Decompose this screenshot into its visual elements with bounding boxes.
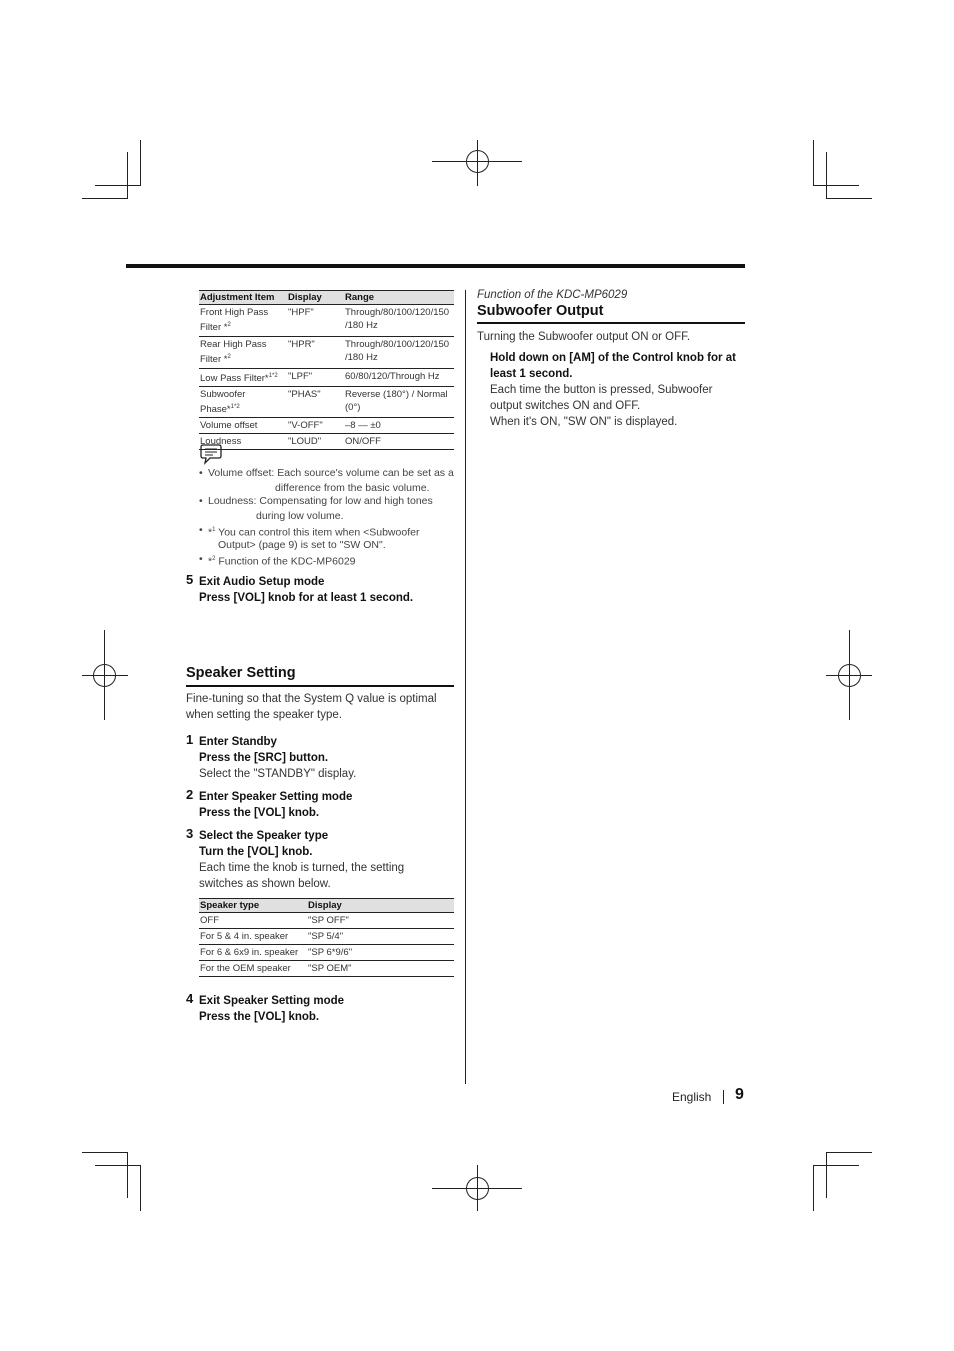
table-cell xyxy=(344,337,454,369)
step-description: switches as shown below. xyxy=(199,878,331,890)
step-block xyxy=(199,993,459,1025)
heading-rule xyxy=(477,322,745,324)
table-cell: For 5 & 4 in. speaker xyxy=(199,929,307,945)
range-line: Through/80/100/120/150 xyxy=(345,307,450,318)
item-line: Low Pass Filter* xyxy=(200,373,269,385)
section-intro xyxy=(186,691,461,723)
heading-rule xyxy=(186,685,454,687)
note-icon xyxy=(199,443,223,465)
table-cell: "PHAS" xyxy=(287,387,344,418)
range-line: /180 Hz xyxy=(345,320,378,331)
step-action: Turn the [VOL] knob. xyxy=(199,846,313,858)
step-number: 3 xyxy=(186,826,194,841)
table-cell xyxy=(344,305,454,337)
table-row xyxy=(199,434,454,450)
column-header: Display xyxy=(307,899,454,913)
section-heading: Subwoofer Output xyxy=(477,303,604,319)
table-cell: –8 — ±0 xyxy=(344,418,454,434)
speaker-type-table xyxy=(199,898,454,977)
section-heading: Speaker Setting xyxy=(186,665,296,681)
table-cell: "SP 5/4" xyxy=(307,929,454,945)
note-label: Loudness: xyxy=(208,495,257,507)
footnote-mark: 2 xyxy=(227,322,231,328)
table-row xyxy=(199,913,454,929)
step-description: Each time the button is pressed, Subwoofer xyxy=(490,384,713,396)
step-number: 1 xyxy=(186,732,194,747)
table-cell xyxy=(199,387,287,418)
header-rule xyxy=(126,264,745,268)
step-title: Exit Audio Setup mode xyxy=(199,576,325,588)
column-header: Display xyxy=(287,291,344,305)
footnote-mark: 2 xyxy=(212,556,216,562)
step-action: Press the [VOL] knob. xyxy=(199,807,320,819)
step-action: Press [VOL] knob for at least 1 second. xyxy=(199,592,414,604)
table-header-row xyxy=(199,291,454,305)
step-description: Each time the knob is turned, the setting xyxy=(199,862,405,874)
column-header: Range xyxy=(344,291,454,305)
range-line: Through/80/100/120/150 xyxy=(345,339,450,350)
table-cell: Volume offset xyxy=(199,418,287,434)
table-header-row xyxy=(199,899,454,913)
table-cell xyxy=(199,337,287,369)
table-row xyxy=(199,418,454,434)
section-intro: Turning the Subwoofer output ON or OFF. xyxy=(477,331,691,343)
step-number: 2 xyxy=(186,787,194,802)
table-cell: "HPR" xyxy=(287,337,344,369)
table-cell: Reverse (180°) / Normal (0°) xyxy=(344,387,454,418)
footer-divider xyxy=(723,1090,724,1104)
table-row xyxy=(199,929,454,945)
step-number: 5 xyxy=(186,572,194,587)
step-title: Enter Standby xyxy=(199,736,277,748)
subwoofer-instructions xyxy=(490,350,750,430)
range-line: /180 Hz xyxy=(345,352,378,363)
step-title: Enter Speaker Setting mode xyxy=(199,791,353,803)
column-header: Adjustment Item xyxy=(199,291,287,305)
step-action: Hold down on [AM] of the Control knob for at xyxy=(490,352,736,364)
step-block xyxy=(199,828,459,892)
footnote-mark: 1 xyxy=(212,527,216,533)
function-note: Function of the KDC-MP6029 xyxy=(477,289,628,301)
table-row xyxy=(199,945,454,961)
page-number: 9 xyxy=(735,1086,744,1103)
table-row xyxy=(199,961,454,977)
table-row xyxy=(199,305,454,337)
intro-line: Fine-tuning so that the System Q value is optimal xyxy=(186,693,437,705)
table-cell: 60/80/120/Through Hz xyxy=(344,369,454,387)
table-cell: For 6 & 6x9 in. speaker xyxy=(199,945,307,961)
footnote-mark: 1*2 xyxy=(268,373,278,379)
table-cell: OFF xyxy=(199,913,307,929)
step-action: Press the [SRC] button. xyxy=(199,752,329,764)
step-action: Press the [VOL] knob. xyxy=(199,1011,320,1023)
footnote-mark: 1*2 xyxy=(230,404,240,411)
note-label: Volume offset: xyxy=(208,467,275,479)
table-cell: "LPF" xyxy=(287,369,344,387)
table-cell: "SP 6*9/6" xyxy=(307,945,454,961)
table-cell: "SP OFF" xyxy=(307,913,454,929)
table-cell: "V-OFF" xyxy=(287,418,344,434)
footer-language: English xyxy=(672,1090,712,1104)
note-text: Function of the KDC-MP6029 xyxy=(218,555,356,568)
step-description: output switches ON and OFF. xyxy=(490,400,641,412)
column-header: Speaker type xyxy=(199,899,307,913)
step-description: Select the "STANDBY" display. xyxy=(199,768,357,780)
step-block xyxy=(199,734,459,782)
step-number: 4 xyxy=(186,991,194,1006)
step-title: Select the Speaker type xyxy=(199,830,329,842)
table-cell: Loudness xyxy=(199,434,287,450)
note-text: Output> (page 9) is set to "SW ON". xyxy=(218,538,386,551)
note-text: Compensating for low and high tones xyxy=(259,495,433,507)
item-line: Subwoofer Phase* xyxy=(200,389,246,416)
step-block xyxy=(199,789,459,821)
table-row xyxy=(199,369,454,387)
table-cell xyxy=(199,369,287,387)
note-text: difference from the basic volume. xyxy=(275,481,430,494)
table-cell: "LOUD" xyxy=(287,434,344,450)
step-action: least 1 second. xyxy=(490,368,573,380)
table-cell: For the OEM speaker xyxy=(199,961,307,977)
table-cell: "HPF" xyxy=(287,305,344,337)
table-cell: ON/OFF xyxy=(344,434,454,450)
step-title: Exit Speaker Setting mode xyxy=(199,995,345,1007)
step-description: When it's ON, "SW ON" is displayed. xyxy=(490,416,678,428)
table-cell: "SP OEM" xyxy=(307,961,454,977)
item-line: Filter * xyxy=(200,322,228,334)
audio-adjustment-table xyxy=(199,290,454,450)
table-cell xyxy=(199,305,287,337)
column-divider xyxy=(465,290,466,1084)
item-line: Rear High Pass xyxy=(200,339,267,350)
table-row xyxy=(199,337,454,369)
note-text: You can control this item when <Subwoofer xyxy=(218,526,420,539)
note-text: Each source's volume can be set as a xyxy=(277,467,454,479)
item-line: Filter * xyxy=(200,354,228,366)
item-line: Front High Pass xyxy=(200,307,269,318)
note-text: during low volume. xyxy=(256,509,344,522)
footnote-mark: 2 xyxy=(227,354,231,360)
intro-line: when setting the speaker type. xyxy=(186,709,342,721)
table-row xyxy=(199,387,454,418)
